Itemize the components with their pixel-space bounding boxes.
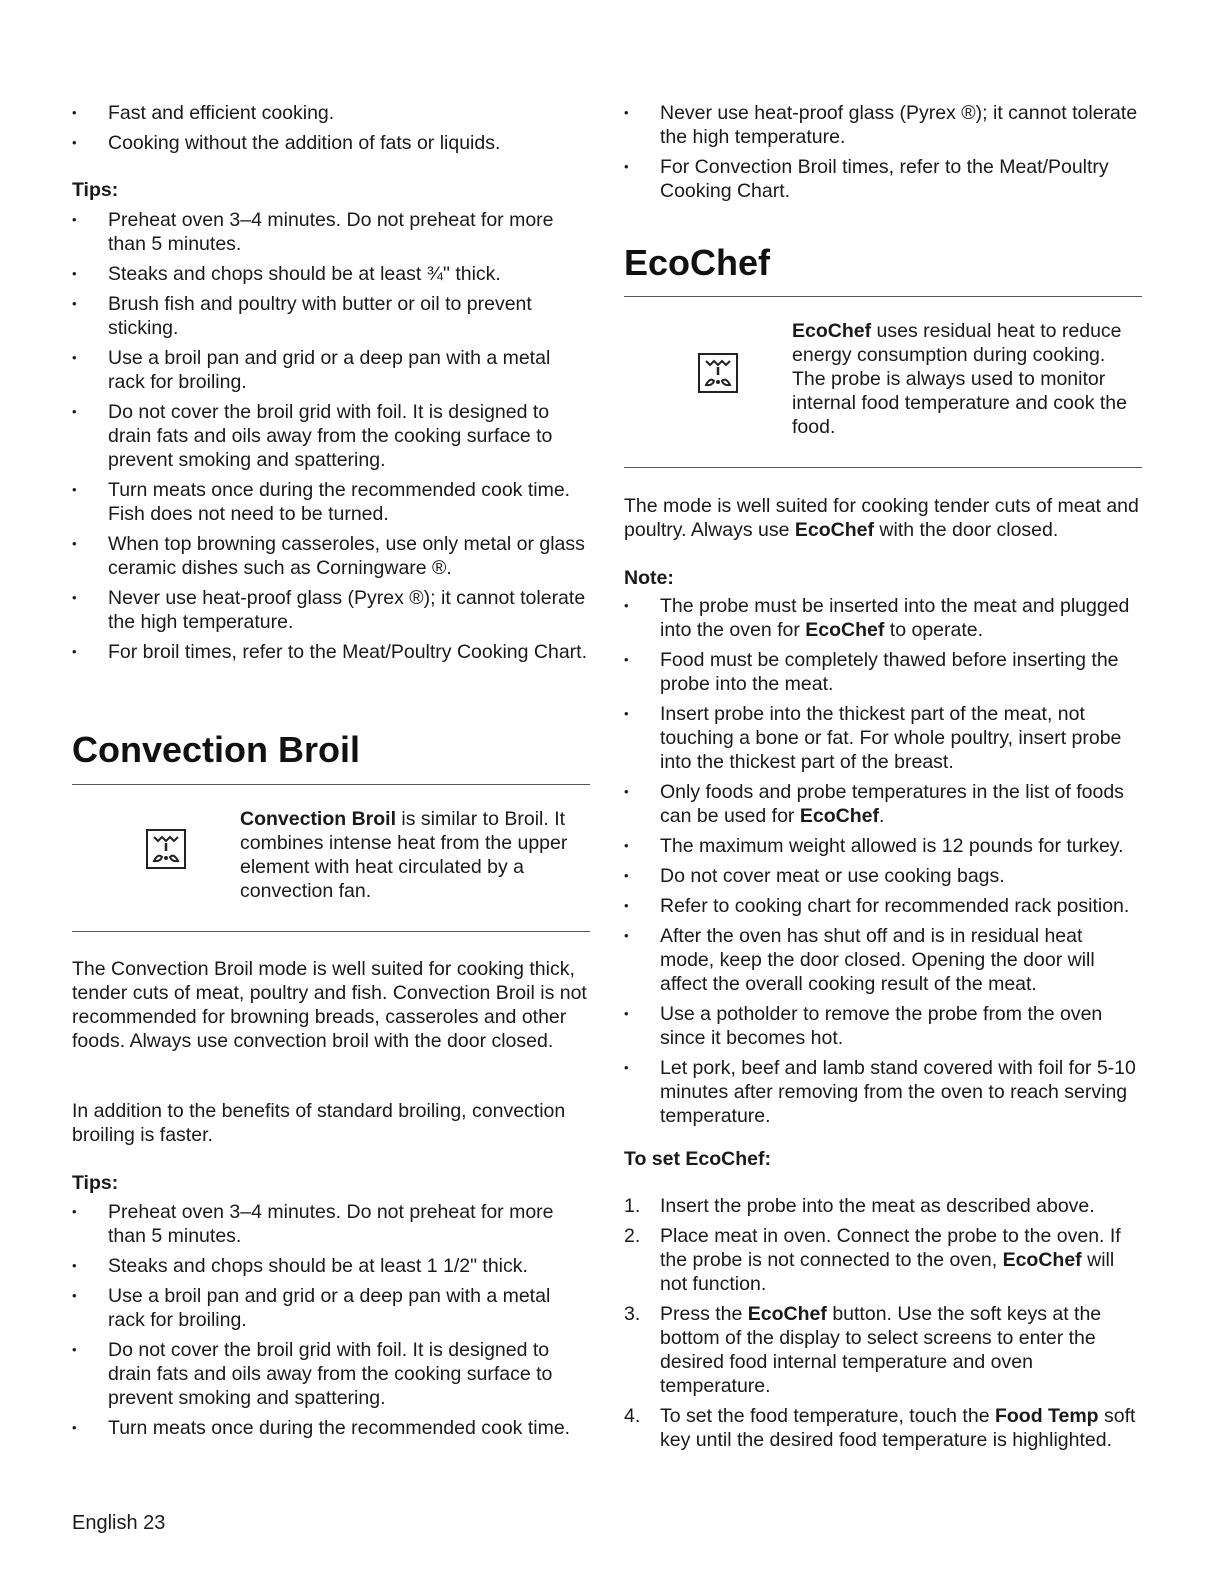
- list-item: • For broil times, refer to the Meat/Poultry Cooking Chart.: [72, 640, 590, 664]
- convection-broil-heading: Convection Broil: [72, 729, 361, 770]
- list-item: • When top browning casseroles, use only metal or glass ceramic dishes such as Corningware ®.: [72, 532, 590, 580]
- convection-broil-term: Convection Broil: [240, 808, 397, 830]
- list-item: • Do not cover the broil grid with foil. It is designed to drain fats and oils away from the cooking surface to prevent smoking and spattering.: [72, 1338, 590, 1410]
- ecochef-term: EcoChef: [794, 519, 874, 541]
- list-item: • Cooking without the addition of fats or liquids.: [72, 131, 590, 155]
- list-item: • Do not cover meat or use cooking bags.: [624, 864, 1142, 888]
- list-item: • Turn meats once during the recommended cook time. Fish does not need to be turned.: [72, 478, 590, 526]
- list-item: • Food must be completely thawed before inserting the probe into the meat.: [624, 648, 1142, 696]
- note-heading: Note:: [624, 567, 674, 589]
- list-item: • Let pork, beef and lamb stand covered with foil for 5-10 minutes after removing from the oven to reach serving temperature.: [624, 1056, 1142, 1128]
- list-item: • Insert probe into the thickest part of the meat, not touching a bone or fat. For whole poultry, insert probe into the thickest part of the breast.: [624, 702, 1142, 774]
- page-footer: English 23: [72, 1512, 166, 1534]
- description-text: uses residual heat to reduce energy consumption during cooking. The probe is always used to monitor internal food temperature and cook the food.: [792, 320, 1127, 438]
- ecochef-paragraph: [624, 494, 1142, 542]
- convection-broil-description: [240, 807, 590, 903]
- convection-broil-mode-box: [72, 784, 590, 932]
- list-item: • After the oven has shut off and is in residual heat mode, keep the door closed. Opening the door will affect the overall cooking result of the meat.: [624, 924, 1142, 996]
- list-item: 4. To set the food temperature, touch the Food Temp soft key until the desired food temperature is highlighted.: [624, 1405, 1136, 1451]
- paragraph-text: with the door closed.: [874, 519, 1059, 541]
- list-item: • Fast and efficient cooking.: [72, 101, 590, 125]
- list-item: • Preheat oven 3–4 minutes. Do not preheat for more than 5 minutes.: [72, 1200, 590, 1248]
- list-item: • Brush fish and poultry with butter or oil to prevent sticking.: [72, 292, 590, 340]
- list-item: • Use a broil pan and grid or a deep pan with a metal rack for broiling.: [72, 1284, 590, 1332]
- list-item: • Use a broil pan and grid or a deep pan with a metal rack for broiling.: [72, 346, 590, 394]
- list-item: • The maximum weight allowed is 12 pounds for turkey.: [624, 834, 1142, 858]
- set-ecochef-heading: To set EcoChef:: [624, 1148, 771, 1170]
- tips-heading: Tips:: [72, 179, 119, 201]
- broil-tips-list: [72, 208, 590, 670]
- list-item: • Never use heat-proof glass (Pyrex ®); it cannot tolerate the high temperature.: [72, 586, 590, 634]
- list-item: • Steaks and chops should be at least 1 1/2" thick.: [72, 1254, 590, 1278]
- list-item: • Only foods and probe temperatures in the list of foods can be used for EcoChef.: [624, 780, 1142, 828]
- list-item: • Do not cover the broil grid with foil. It is designed to drain fats and oils away from the cooking surface to prevent smoking and spattering.: [72, 400, 590, 472]
- set-ecochef-steps: [624, 1194, 1142, 1458]
- list-item: • Never use heat-proof glass (Pyrex ®); it cannot tolerate the high temperature.: [624, 101, 1142, 149]
- list-item: • Preheat oven 3–4 minutes. Do not preheat for more than 5 minutes.: [72, 208, 590, 256]
- benefits-list: [72, 101, 590, 161]
- description-text: is similar to Broil. It combines intense heat from the upper element with heat circulated by a convection fan.: [240, 808, 568, 902]
- list-item: • Use a potholder to remove the probe from the oven since it becomes hot.: [624, 1002, 1142, 1050]
- ecochef-notes-list: [624, 594, 1142, 1134]
- ecochef-description: [792, 319, 1142, 439]
- ecochef-heading: EcoChef: [624, 242, 771, 283]
- convection-broil-tips-continued: [624, 101, 1142, 209]
- list-item: 1. Insert the probe into the meat as described above.: [624, 1195, 1095, 1217]
- convection-broil-paragraph: The Convection Broil mode is well suited for cooking thick, tender cuts of meat, poultry and fish. Convection Broil is not recommended for browning breads, casseroles and other foods. Always use convection broil with the door closed.: [72, 958, 587, 1052]
- list-item: • Steaks and chops should be at least ¾" thick.: [72, 262, 590, 286]
- convection-broil-tips-list: [72, 1200, 590, 1446]
- list-item: • For Convection Broil times, refer to the Meat/Poultry Cooking Chart.: [624, 155, 1142, 203]
- ecochef-term: EcoChef: [792, 320, 872, 342]
- ecochef-mode-box: [624, 296, 1142, 468]
- paragraph-text: The mode is well suited for cooking tender cuts of meat and poultry. Always use: [624, 495, 1139, 541]
- convection-broil-icon: [146, 829, 186, 869]
- ecochef-icon: [698, 353, 738, 393]
- list-item: • Turn meats once during the recommended cook time.: [72, 1416, 590, 1440]
- convection-broil-paragraph: In addition to the benefits of standard broiling, convection broiling is faster.: [72, 1100, 566, 1146]
- tips-heading: Tips:: [72, 1172, 119, 1194]
- list-item: 3. Press the EcoChef button. Use the soft keys at the bottom of the display to select screens to enter the desired food internal temperature and oven temperature.: [624, 1303, 1102, 1397]
- list-item: • Refer to cooking chart for recommended rack position.: [624, 894, 1142, 918]
- list-item: 2. Place meat in oven. Connect the probe to the oven. If the probe is not connected to the oven, EcoChef will not function.: [624, 1225, 1121, 1295]
- list-item: • The probe must be inserted into the meat and plugged into the oven for EcoChef to operate.: [624, 594, 1142, 642]
